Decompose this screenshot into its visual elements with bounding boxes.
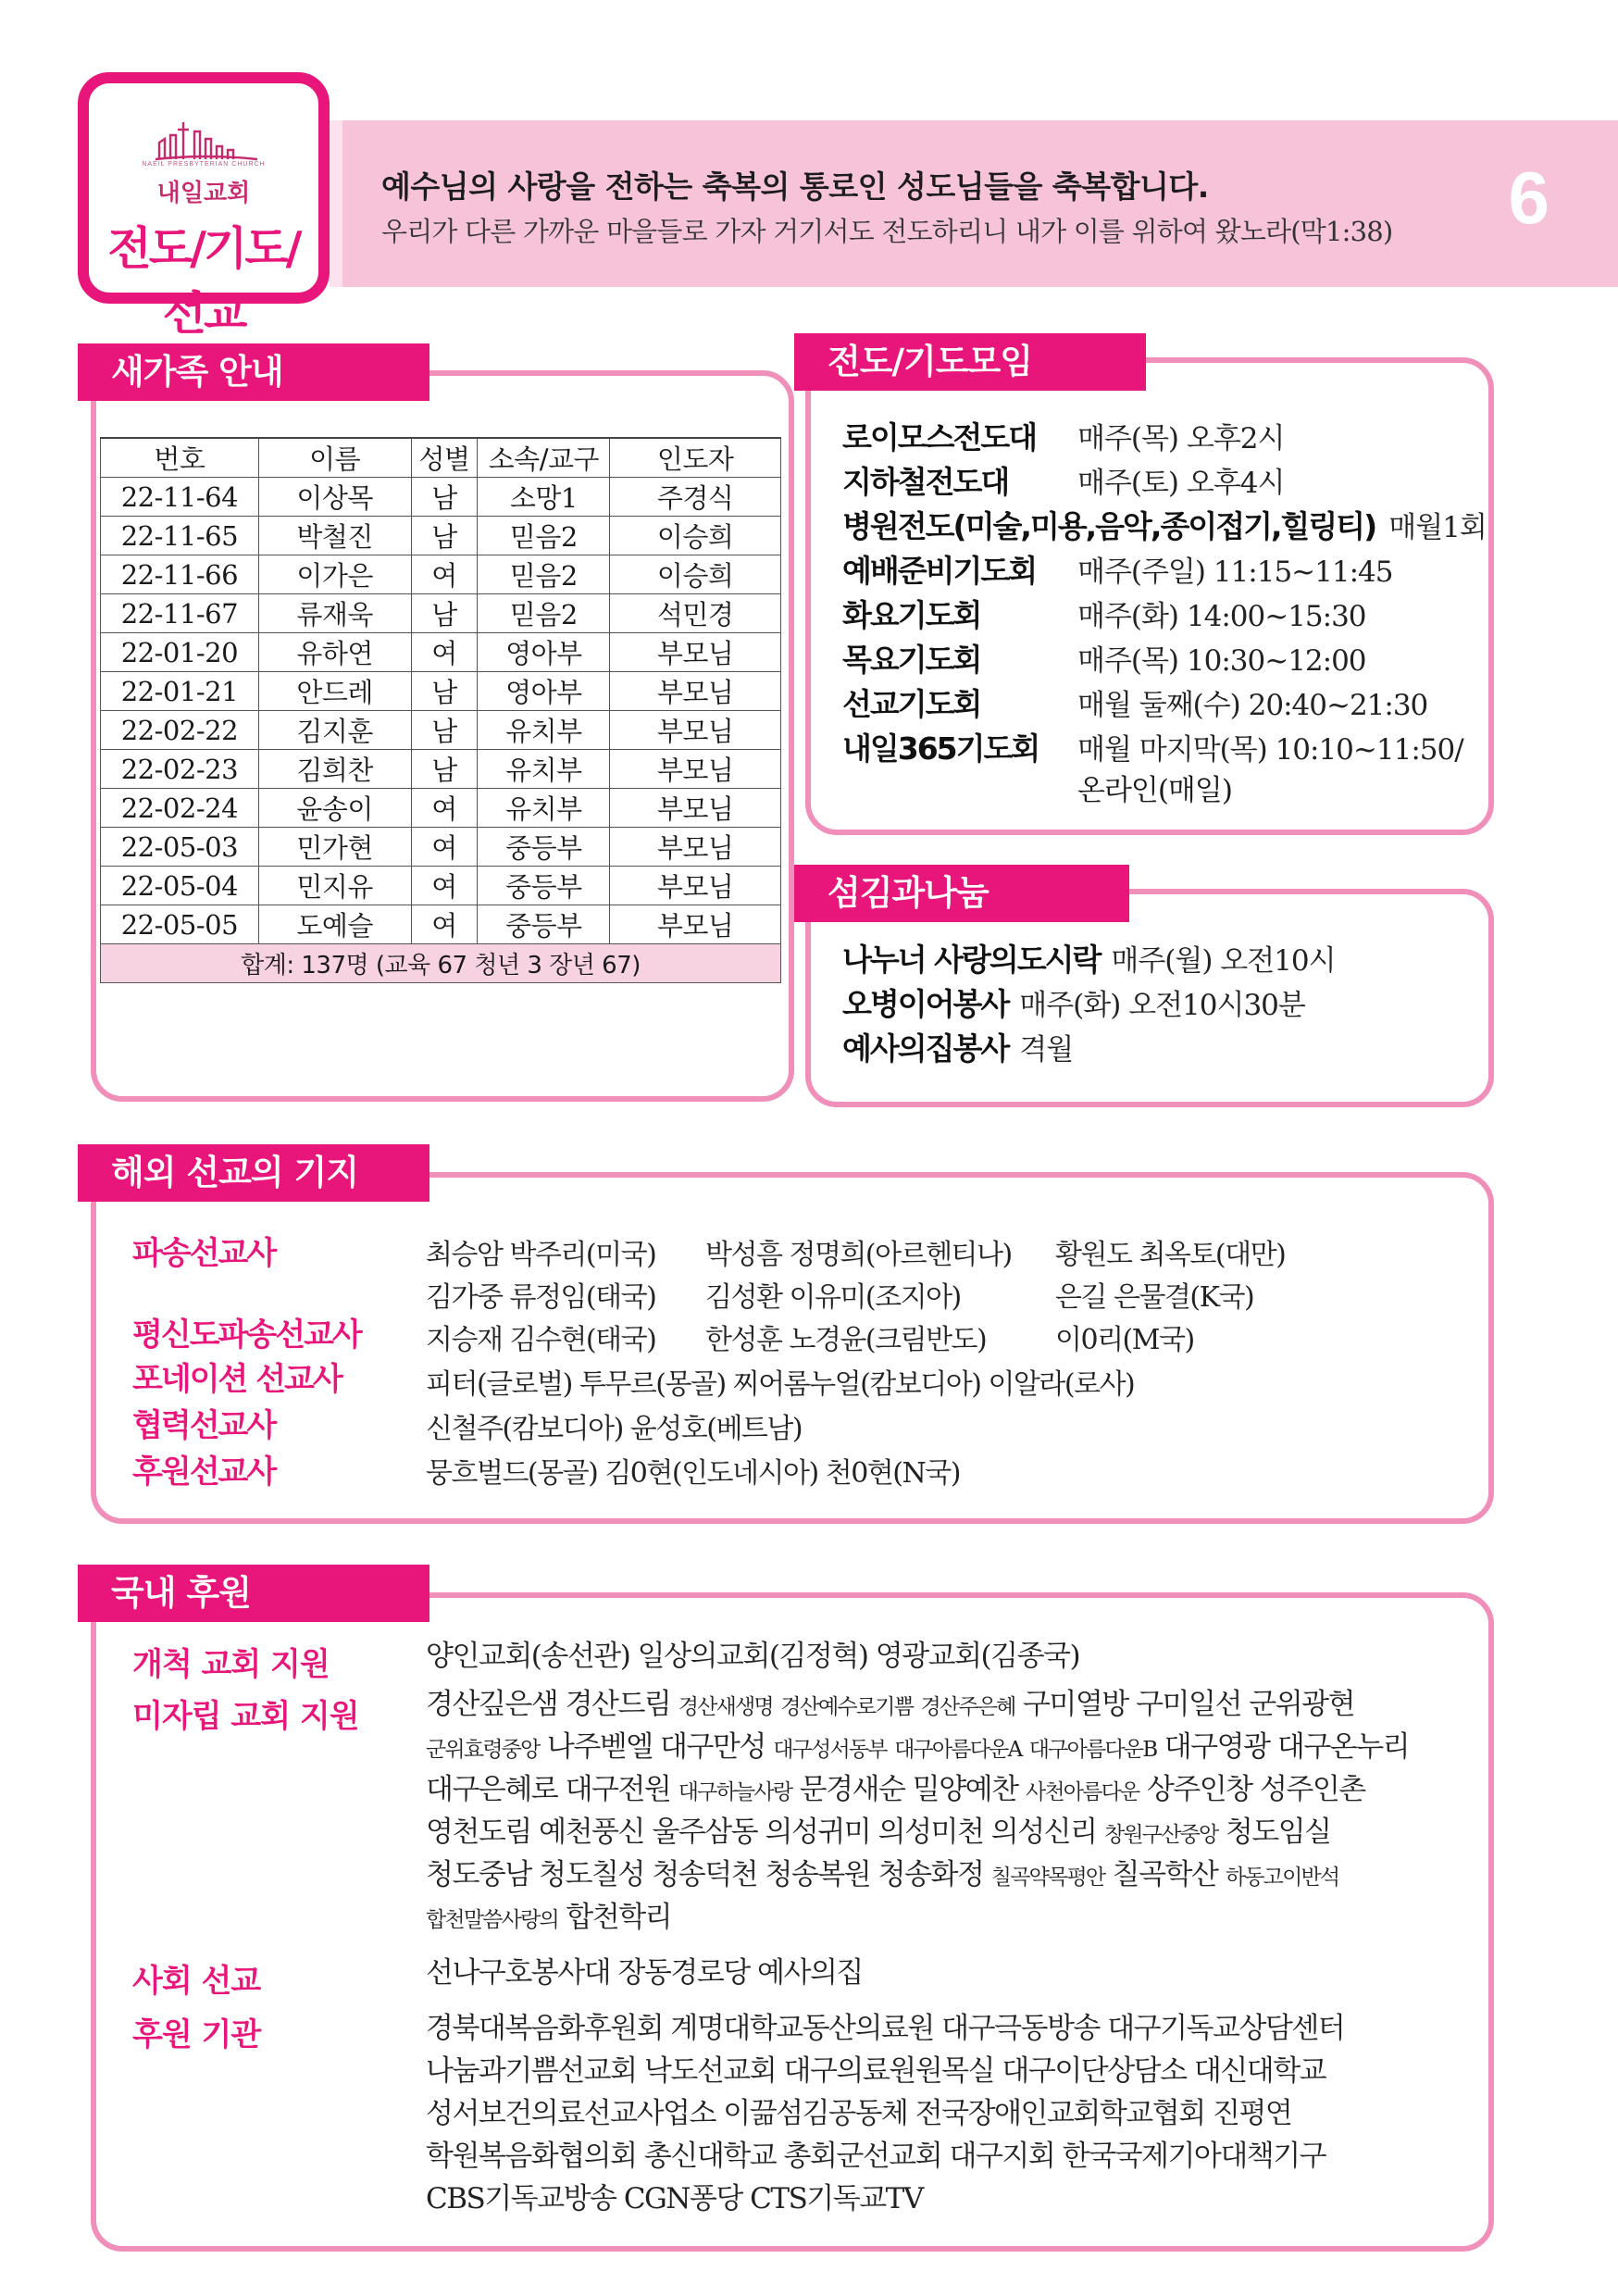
- table-cell: 22-11-65: [101, 517, 259, 555]
- meeting-item: [842, 635, 1490, 680]
- page-number: 6: [1508, 156, 1550, 239]
- logo-english-text: NAEIL PRESBYTERIAN CHURCH: [142, 161, 266, 168]
- church-name: 울주삼동: [652, 1816, 758, 1849]
- table-cell: 남: [411, 594, 478, 633]
- missionary-label-sent: 파송선교사: [132, 1235, 276, 1272]
- church-name: 청도칠성: [539, 1858, 644, 1891]
- serving-item: [842, 935, 1336, 980]
- meeting-name: 목요기도회: [842, 641, 981, 678]
- agency-list-line: 경북대복음화후원회 계명대학교동산의료원 대구극동방송 대구기독교상담센터: [426, 2012, 1345, 2045]
- meeting-time: 매주(토) 오후4시: [1077, 466, 1285, 500]
- church-name: 경산예수로기쁨: [780, 1695, 914, 1719]
- church-list-line: [426, 1896, 1409, 1939]
- church-name: 사천아름다운: [1025, 1780, 1139, 1804]
- church-name: 성주인촌: [1259, 1773, 1365, 1806]
- church-name: 경산주은혜: [920, 1695, 1015, 1719]
- meeting-time: 매월 마지막(목) 10:10~11:50/: [1077, 732, 1463, 767]
- section-logo-box: [78, 72, 330, 340]
- table-cell: 22-01-20: [101, 633, 259, 672]
- missionary-name: 김성환 이유미(조지아): [705, 1281, 961, 1314]
- church-name: 나주벧엘: [546, 1730, 653, 1764]
- church-name: 청도임실: [1225, 1816, 1331, 1849]
- table-cell: 민가현: [258, 828, 411, 867]
- table-cell: 여: [411, 633, 478, 672]
- church-name: 군위광현: [1249, 1688, 1355, 1721]
- meeting-item: [842, 546, 1490, 591]
- meeting-name: 선교기도회: [842, 685, 981, 722]
- church-name: 문경새순: [799, 1773, 905, 1806]
- missionary-name: 김가중 류정임(태국): [426, 1281, 656, 1314]
- missionary-label-fornation: 포네이션 선교사: [132, 1361, 342, 1398]
- table-cell: 부모님: [610, 828, 781, 867]
- table-cell: 믿음2: [478, 517, 610, 555]
- table-row: [101, 828, 781, 867]
- meeting-time: 매월 둘째(수) 20:40~21:30: [1077, 688, 1428, 722]
- table-cell: 석민경: [610, 594, 781, 633]
- table-cell: 남: [411, 711, 478, 750]
- missionary-name: 황원도 최옥토(대만): [1055, 1239, 1286, 1271]
- table-cell: 유하연: [258, 633, 411, 672]
- church-name: 대구은혜로: [426, 1773, 558, 1806]
- label-unestablished: 미자립 교회 지원: [132, 1698, 359, 1735]
- table-cell: 김지훈: [258, 711, 411, 750]
- column-header: 소속/교구: [478, 438, 610, 478]
- table-row: [101, 555, 781, 594]
- serving-item: [842, 1024, 1336, 1068]
- church-name: 합천학리: [566, 1901, 672, 1934]
- missionary-label-lay: 평신도파송선교사: [132, 1316, 361, 1354]
- table-cell: 중등부: [478, 828, 610, 867]
- headline: 예수님의 사랑을 전하는 축복의 통로인 성도님들을 축복합니다.: [381, 168, 1209, 205]
- meeting-time: 매주(주일) 11:15~11:45: [1077, 555, 1393, 589]
- column-header: 이름: [258, 438, 411, 478]
- table-total-row: [101, 944, 781, 983]
- table-cell: 부모님: [610, 867, 781, 905]
- table-row: [101, 517, 781, 555]
- column-header: 인도자: [610, 438, 781, 478]
- table-cell: 22-11-66: [101, 555, 259, 594]
- verse-text: 우리가 다른 가까운 마을들로 가자 거기서도 전도하리니 내가 이를 위하여 왔노라(막1:38): [381, 216, 1393, 247]
- table-cell: 22-11-67: [101, 594, 259, 633]
- church-name: 대구만성: [660, 1730, 765, 1764]
- meetings-tab: 전도/기도모임: [794, 333, 1146, 391]
- church-list-line: [426, 1726, 1409, 1768]
- planting-churches: 양인교회(송선관) 일상의교회(김정혁) 영광교회(김종국): [426, 1640, 1080, 1673]
- column-header: 번호: [101, 438, 259, 478]
- table-cell: 22-02-23: [101, 750, 259, 789]
- church-skyline-icon: [156, 119, 257, 163]
- meeting-time: 매주(목) 10:30~12:00: [1077, 643, 1366, 678]
- table-cell: 중등부: [478, 867, 610, 905]
- serving-name: 오병이어봉사: [842, 985, 1009, 1022]
- table-cell: 22-05-04: [101, 867, 259, 905]
- missionary-name: 은길 은물결(K국): [1055, 1281, 1254, 1314]
- church-name: 영천도림: [426, 1816, 531, 1849]
- table-row: [101, 867, 781, 905]
- table-cell: 유치부: [478, 711, 610, 750]
- table-row: [101, 672, 781, 711]
- table-row: [101, 905, 781, 944]
- missionary-label-partner: 협력선교사: [132, 1407, 276, 1444]
- church-name: 칠곡약목평안: [990, 1866, 1105, 1890]
- missionary-names-supported: 뭉흐벌드(몽골) 김0현(인도네시아) 천0현(N국): [426, 1457, 960, 1490]
- church-name: 청송화정: [877, 1858, 984, 1891]
- meeting-name: 화요기도회: [842, 596, 981, 633]
- table-cell: 남: [411, 478, 478, 517]
- church-name: 대구온누리: [1276, 1730, 1410, 1764]
- table-row: [101, 711, 781, 750]
- table-cell: 유치부: [478, 789, 610, 828]
- meeting-time: 매주(목) 오후2시: [1077, 421, 1285, 455]
- table-cell: 김희찬: [258, 750, 411, 789]
- table-cell: 민지유: [258, 867, 411, 905]
- table-cell: 이승희: [610, 555, 781, 594]
- table-cell: 안드레: [258, 672, 411, 711]
- serving-time: 격월: [1019, 1032, 1074, 1067]
- table-cell: 남: [411, 672, 478, 711]
- table-cell: 여: [411, 905, 478, 944]
- serving-list: [842, 935, 1336, 1068]
- table-cell: 영아부: [478, 672, 610, 711]
- church-name: 의성귀미: [765, 1816, 871, 1849]
- church-list-line: [426, 1768, 1409, 1811]
- meetings-list: [842, 413, 1490, 813]
- church-list-line: [426, 1853, 1409, 1896]
- table-cell: 유치부: [478, 750, 610, 789]
- overseas-tab: 해외 선교의 기지: [78, 1144, 429, 1202]
- missionary-name: 한성훈 노경윤(크림반도): [705, 1324, 987, 1356]
- table-cell: 도예슬: [258, 905, 411, 944]
- support-agencies-list: [426, 2007, 1344, 2220]
- serving-tab: 섬김과나눔: [794, 865, 1129, 922]
- agency-list-line: 성서보건의료선교사업소 이끎섬김공동체 전국장애인교회학교협회 진평연: [426, 2097, 1292, 2130]
- section-title: 전도/기도/선교: [107, 222, 300, 340]
- social-mission-list: 선나구호봉사대 장동경로당 예사의집: [426, 1956, 863, 1990]
- church-name: 대구아름다운B: [1028, 1738, 1157, 1762]
- logo-church-name: 내일교회: [156, 180, 251, 207]
- table-cell: 이상목: [258, 478, 411, 517]
- table-cell: 22-05-05: [101, 905, 259, 944]
- church-list-line: [426, 1683, 1409, 1726]
- meeting-item: [842, 413, 1490, 457]
- table-cell: 여: [411, 789, 478, 828]
- agency-list-line: 학원복음화협의회 총신대학교 총회군선교회 대구지회 한국국제기아대책기구: [426, 2140, 1326, 2173]
- church-name: 구미열방: [1022, 1688, 1128, 1721]
- table-cell: 여: [411, 867, 478, 905]
- missionary-name: 박성흠 정명희(아르헨티나): [705, 1239, 1012, 1271]
- table-cell: 중등부: [478, 905, 610, 944]
- meeting-item: [842, 502, 1490, 546]
- meeting-item: [842, 457, 1490, 502]
- table-cell: 윤송이: [258, 789, 411, 828]
- table-cell: 부모님: [610, 750, 781, 789]
- church-name: 예천풍신: [539, 1816, 644, 1849]
- church-name: 하동고이반석: [1225, 1866, 1339, 1890]
- church-name: 청송덕천: [652, 1858, 758, 1891]
- table-cell: 22-01-21: [101, 672, 259, 711]
- church-name: 의성미천: [877, 1816, 984, 1849]
- domestic-tab: 국내 후원: [78, 1565, 429, 1622]
- church-name: 밀양예찬: [912, 1773, 1018, 1806]
- church-list-line: [426, 1811, 1409, 1853]
- header-band: [330, 120, 1618, 287]
- agency-list-line: 나눔과기쁨선교회 낙도선교회 대구의료원원목실 대구이단상담소 대신대학교: [426, 2054, 1326, 2088]
- church-name: 의성신리: [990, 1816, 1097, 1849]
- meeting-item: [842, 680, 1490, 724]
- serving-item: [842, 980, 1336, 1024]
- church-name: 대구아름다운A: [894, 1738, 1022, 1762]
- meeting-time: 매월1회: [1388, 510, 1487, 544]
- church-name: 경산드림: [565, 1688, 671, 1721]
- new-family-table: [100, 437, 781, 983]
- missionary-label-supported: 후원선교사: [132, 1454, 276, 1491]
- church-name: 창원구산중앙: [1103, 1823, 1218, 1847]
- serving-time: 매주(월) 오전10시: [1111, 943, 1336, 978]
- table-cell: 주경식: [610, 478, 781, 517]
- church-name: 군위효령중앙: [426, 1738, 540, 1762]
- church-name: 대구하늘사랑: [678, 1780, 792, 1804]
- column-header: 성별: [411, 438, 478, 478]
- table-cell: 여: [411, 555, 478, 594]
- new-family-tab: 새가족 안내: [78, 343, 429, 401]
- table-cell: 이승희: [610, 517, 781, 555]
- church-name: 경산깊은샘: [426, 1688, 558, 1721]
- label-church-planting: 개척 교회 지원: [132, 1646, 330, 1683]
- table-row: [101, 478, 781, 517]
- table-cell: 영아부: [478, 633, 610, 672]
- total-summary: 합계: 137명 (교육 67 청년 3 장년 67): [101, 944, 781, 983]
- missionary-names-fornation: 피터(글로벌) 투무르(몽골) 찌어롬누얼(캄보디아) 이알라(로사): [426, 1368, 1135, 1401]
- meeting-name: 병원전도(미술,미용,음악,종이접기,힐링티): [842, 507, 1376, 544]
- table-cell: 부모님: [610, 905, 781, 944]
- church-name: 대구전원: [565, 1773, 671, 1806]
- label-support-agencies: 후원 기관: [132, 2016, 261, 2053]
- meeting-item: [842, 591, 1490, 635]
- table-row: [101, 789, 781, 828]
- table-cell: 22-02-24: [101, 789, 259, 828]
- church-name: 경산새생명: [678, 1695, 773, 1719]
- table-cell: 부모님: [610, 789, 781, 828]
- meeting-time: 매주(화) 14:00~15:30: [1077, 599, 1366, 633]
- table-cell: 남: [411, 517, 478, 555]
- serving-name: 예사의집봉사: [842, 1029, 1009, 1067]
- meeting-item: [842, 724, 1490, 768]
- table-cell: 믿음2: [478, 555, 610, 594]
- meeting-name: 지하철전도대: [842, 463, 1009, 500]
- serving-time: 매주(화) 오전10시30분: [1019, 988, 1305, 1022]
- table-cell: 부모님: [610, 711, 781, 750]
- missionary-names-partner: 신철주(캄보디아) 윤성호(베트남): [426, 1413, 803, 1445]
- table-cell: 이가은: [258, 555, 411, 594]
- table-cell: 부모님: [610, 672, 781, 711]
- table-cell: 믿음2: [478, 594, 610, 633]
- table-cell: 류재욱: [258, 594, 411, 633]
- missionary-name: 이0리(M국): [1055, 1324, 1194, 1356]
- church-name: 대구영광: [1164, 1730, 1270, 1764]
- church-name: 합천말씀사랑의: [426, 1908, 558, 1932]
- missionary-name: 지승재 김수현(태국): [426, 1324, 656, 1356]
- label-social-mission: 사회 선교: [132, 1963, 261, 2000]
- table-row: [101, 750, 781, 789]
- table-cell: 22-11-64: [101, 478, 259, 517]
- table-cell: 여: [411, 828, 478, 867]
- agency-list-line: CBS기독교방송 CGN퐁당 CTS기독교TV: [426, 2182, 923, 2215]
- church-name: 대구성서동부: [773, 1738, 887, 1762]
- table-cell: 부모님: [610, 633, 781, 672]
- church-name: 청도중남: [426, 1858, 531, 1891]
- table-cell: 남: [411, 750, 478, 789]
- table-cell: 소망1: [478, 478, 610, 517]
- unestablished-churches: [426, 1683, 1409, 1939]
- meeting-name: 로이모스전도대: [842, 418, 1037, 455]
- table-cell: 박철진: [258, 517, 411, 555]
- meeting-name: 내일365기도회: [842, 730, 1039, 767]
- church-name: 상주인창: [1146, 1773, 1252, 1806]
- missionary-name: 최승암 박주리(미국): [426, 1239, 656, 1271]
- meeting-name: 예배준비기도회: [842, 552, 1037, 589]
- table-row: [101, 633, 781, 672]
- church-name: 칠곡학산: [1112, 1858, 1218, 1891]
- meeting-time-continuation: 온라인(매일): [1077, 774, 1232, 807]
- table-cell: 22-02-22: [101, 711, 259, 750]
- table-row: [101, 594, 781, 633]
- church-name: 구미일선: [1136, 1688, 1241, 1721]
- table-header-row: [101, 438, 781, 478]
- church-name: 청송복원: [765, 1858, 871, 1891]
- serving-name: 나누너 사랑의도시락: [842, 941, 1101, 978]
- table-cell: 22-05-03: [101, 828, 259, 867]
